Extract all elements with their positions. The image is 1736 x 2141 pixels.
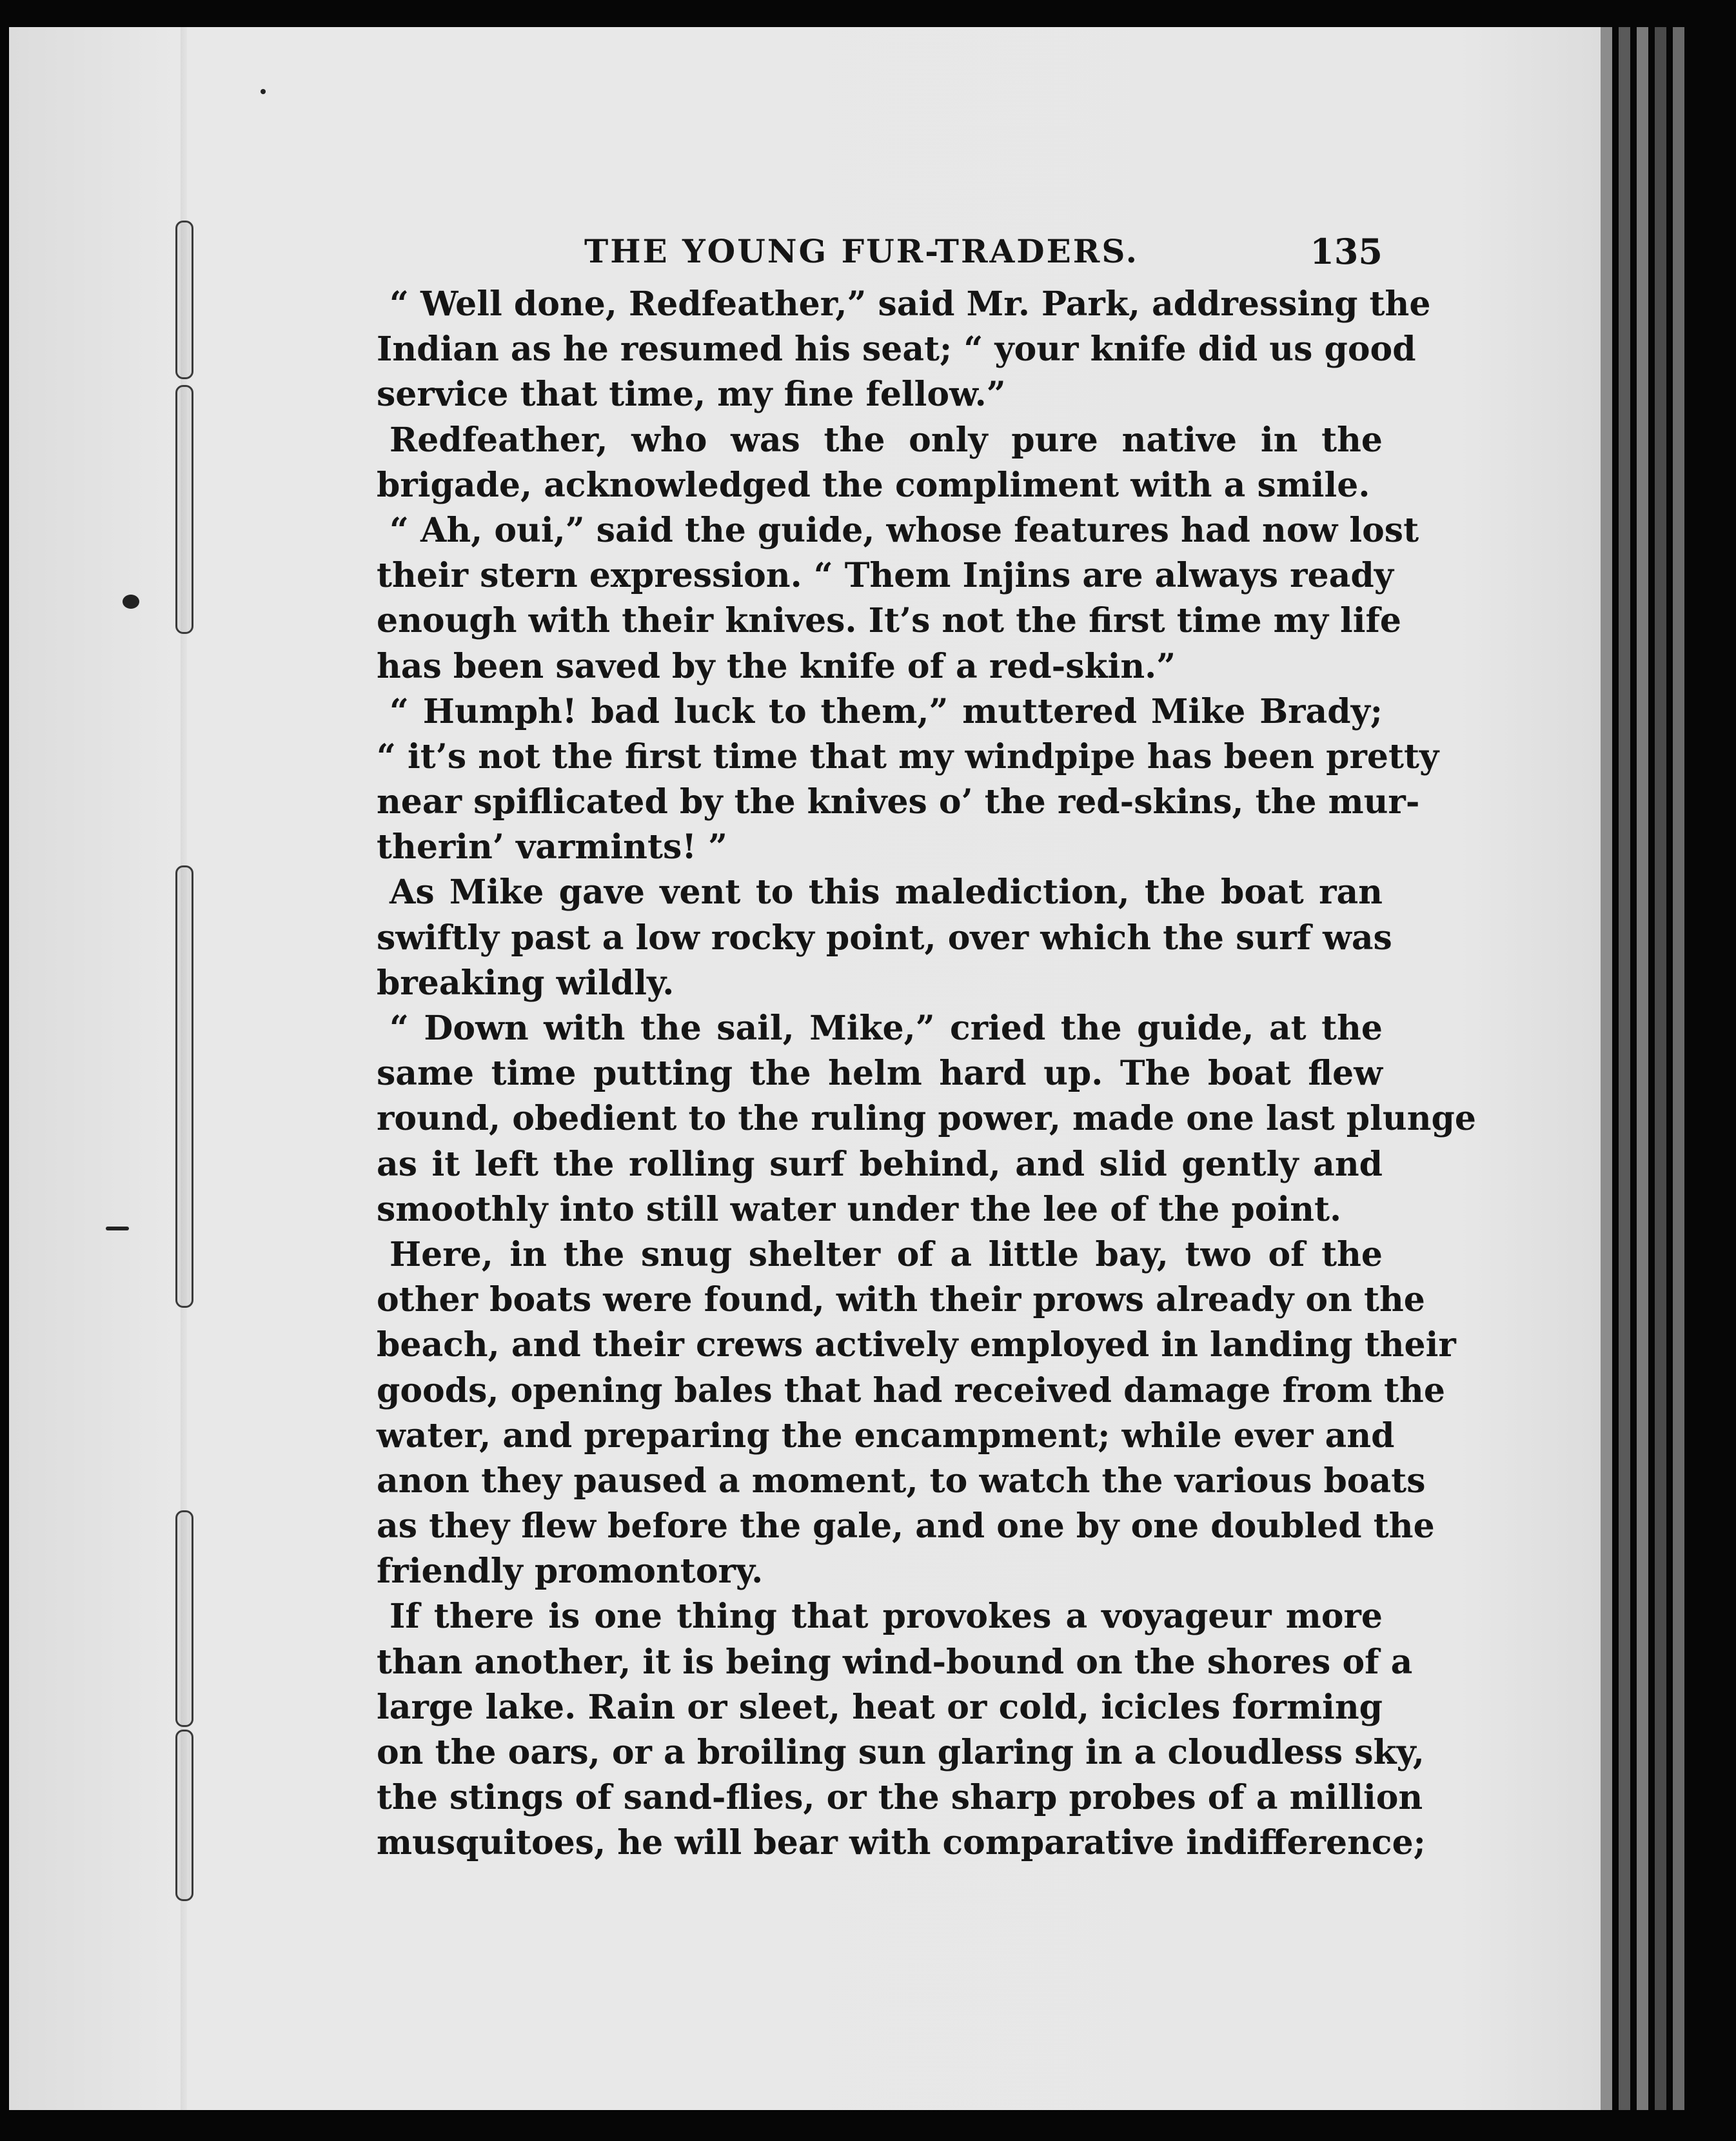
running-head xyxy=(377,229,1383,274)
text-line: As Mike gave vent to this malediction, the boat ran xyxy=(390,873,1383,913)
binding-stitch xyxy=(175,1510,193,1727)
text-line: anon they paused a moment, to watch the various boats xyxy=(377,1461,1426,1501)
text-line: same time putting the helm hard up. The boat flew xyxy=(377,1054,1383,1094)
binding-stitch xyxy=(175,865,193,1308)
page-edge-stack xyxy=(1655,27,1666,2110)
running-title: THE YOUNG FUR-TRADERS. xyxy=(584,232,1139,270)
text-line: has been saved by the knife of a red-skin.” xyxy=(377,646,1176,686)
text-line: “ Ah, oui,” said the guide, whose features had now lost xyxy=(390,510,1419,550)
text-line: Indian as he resumed his seat; “ your knife did us good xyxy=(377,330,1416,370)
text-line: round, obedient to the ruling power, made one last plunge xyxy=(377,1099,1476,1139)
text-line: on the oars, or a broiling sun glaring in a cloudless sky, xyxy=(377,1733,1425,1772)
text-line: enough with their knives. It’s not the first time my life xyxy=(377,601,1401,641)
text-line: breaking wildly. xyxy=(377,963,675,1003)
text-line: “ Well done, Redfeather,” said Mr. Park, addressing the xyxy=(390,284,1431,324)
text-line: as it left the rolling surf behind, and slid gently and xyxy=(377,1144,1383,1184)
text-line: than another, it is being wind-bound on the shores of a xyxy=(377,1642,1413,1682)
text-line: If there is one thing that provokes a voyageur more xyxy=(390,1597,1383,1637)
text-line: other boats were found, with their prows already on the xyxy=(377,1280,1425,1320)
page-edge-stack xyxy=(1673,27,1684,2110)
text-line: as they flew before the gale, and one by one doubled the xyxy=(377,1506,1435,1546)
text-line: musquitoes, he will bear with comparative indifference; xyxy=(377,1823,1426,1863)
ink-speck xyxy=(106,1227,129,1230)
ink-speck xyxy=(261,89,266,94)
text-line: Redfeather, who was the only pure native in the xyxy=(390,420,1383,460)
text-line: friendly promontory. xyxy=(377,1552,764,1592)
binding-stitch xyxy=(175,1730,193,1901)
text-line: “ it’s not the first time that my windpipe has been pretty xyxy=(377,736,1439,776)
text-line: brigade, acknowledged the compliment with a smile. xyxy=(377,465,1370,505)
page-edge-stack xyxy=(1601,27,1612,2110)
text-line: Here, in the snug shelter of a little bay, two of the xyxy=(390,1234,1383,1274)
text-line: “ Down with the sail, Mike,” cried the guide, at the xyxy=(390,1009,1383,1048)
text-line: their stern expression. “ Them Injins are always ready xyxy=(377,556,1394,596)
page-edge-stack xyxy=(1637,27,1648,2110)
text-line: “ Humph! bad luck to them,” muttered Mike Brady; xyxy=(390,691,1383,731)
text-line: water, and preparing the encampment; while ever and xyxy=(377,1416,1395,1455)
text-line: smoothly into still water under the lee of the point. xyxy=(377,1189,1342,1229)
text-line: swiftly past a low rocky point, over which the surf was xyxy=(377,918,1392,958)
text-line: service that time, my fine fellow.” xyxy=(377,375,1006,415)
page-edge-stack xyxy=(1619,27,1630,2110)
text-line: large lake. Rain or sleet, heat or cold, icicles forming xyxy=(377,1687,1383,1727)
binding-stitch xyxy=(175,221,193,379)
ink-speck xyxy=(123,595,139,609)
page-text xyxy=(377,229,1476,1866)
text-line: therin’ varmints! ” xyxy=(377,827,728,867)
binding-stitch xyxy=(175,385,193,634)
text-line: goods, opening bales that had received damage from the xyxy=(377,1370,1445,1410)
text-line: beach, and their crews actively employed in landing their xyxy=(377,1325,1456,1365)
text-line: the stings of sand-flies, or the sharp probes of a million xyxy=(377,1778,1423,1818)
text-line: near spiflicated by the knives o’ the red-skins, the mur- xyxy=(377,782,1420,822)
page-number: 135 xyxy=(1310,231,1383,272)
